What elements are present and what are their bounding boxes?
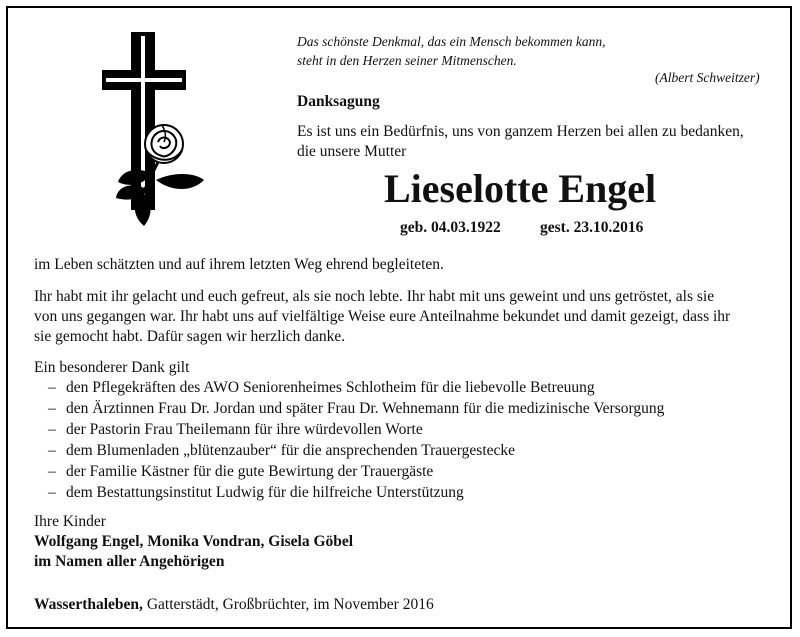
paragraph-2-line-1: Ihr habt mit ihr gelacht und euch gefreut, als sie noch lebte. Ihr habt mit uns geweint und uns getröstet, als sie (34, 288, 715, 305)
dash: – (48, 379, 56, 396)
list-item-text: den Ärztinnen Frau Dr. Jordan und später Frau Dr. Wehnemann für die medizinische Versorgung (66, 400, 665, 417)
paragraph-1: im Leben schätzten und auf ihrem letzten Weg ehrend begleiteten. (34, 256, 444, 273)
dash: – (48, 484, 56, 501)
dash: – (48, 442, 56, 459)
list-item (48, 482, 664, 503)
signature-label: Ihre Kinder (34, 513, 106, 530)
birth-date: geb. 04.03.1922 (400, 219, 501, 236)
list-item-text: dem Blumenladen „blütenzauber“ für die ansprechenden Trauergestecke (66, 442, 516, 459)
list-item-text: der Pastorin Frau Theilemann für ihre würdevollen Worte (66, 421, 423, 438)
location-place: Wasserthaleben, (34, 596, 143, 613)
intro-line-1: Es ist uns ein Bedürfnis, uns von ganzem Herzen bei allen zu bedanken, (297, 123, 744, 140)
signature-relatives: im Namen aller Angehörigen (34, 553, 225, 570)
list-item (48, 461, 664, 482)
location-line (34, 594, 434, 615)
list-item-text: der Familie Kästner für die gute Bewirtung der Trauergäste (66, 463, 434, 480)
quote-line-2: steht in den Herzen seiner Mitmenschen. (297, 53, 517, 68)
intro-line-2: die unsere Mutter (297, 143, 407, 160)
signature-names: Wolfgang Engel, Monika Vondran, Gisela Göbel (34, 533, 354, 550)
death-date: gest. 23.10.2016 (540, 219, 644, 236)
quote-line-1: Das schönste Denkmal, das ein Mensch bekommen kann, (297, 34, 606, 49)
dash: – (48, 400, 56, 417)
list-item (48, 398, 664, 419)
list-item (48, 377, 664, 398)
list-item-text: dem Bestattungsinstitut Ludwig für die hilfreiche Unterstützung (66, 484, 464, 501)
special-thanks-list (48, 377, 664, 503)
dash: – (48, 421, 56, 438)
location-rest: Gatterstädt, Großbrüchter, im November 2016 (142, 596, 434, 613)
paragraph-2-line-3: sie gemocht habt. Dafür sagen wir herzlich danke. (34, 328, 346, 345)
quote-author: (Albert Schweitzer) (655, 70, 760, 85)
paragraph-2-line-2: von uns gegangen war. Ihr habt uns auf vielfältige Weise eure Anteilnahme bekundet und damit gezeigt, dass ihr (34, 308, 731, 325)
list-item (48, 419, 664, 440)
list-item (48, 440, 664, 461)
special-thanks-intro: Ein besonderer Dank gilt (34, 359, 190, 376)
cross-rose-icon (96, 32, 212, 228)
danksagung-heading: Danksagung (297, 93, 380, 110)
dash: – (48, 463, 56, 480)
deceased-name: Lieselotte Engel (384, 166, 657, 211)
list-item-text: den Pflegekräften des AWO Seniorenheimes Schlotheim für die liebevolle Betreuung (66, 379, 595, 396)
